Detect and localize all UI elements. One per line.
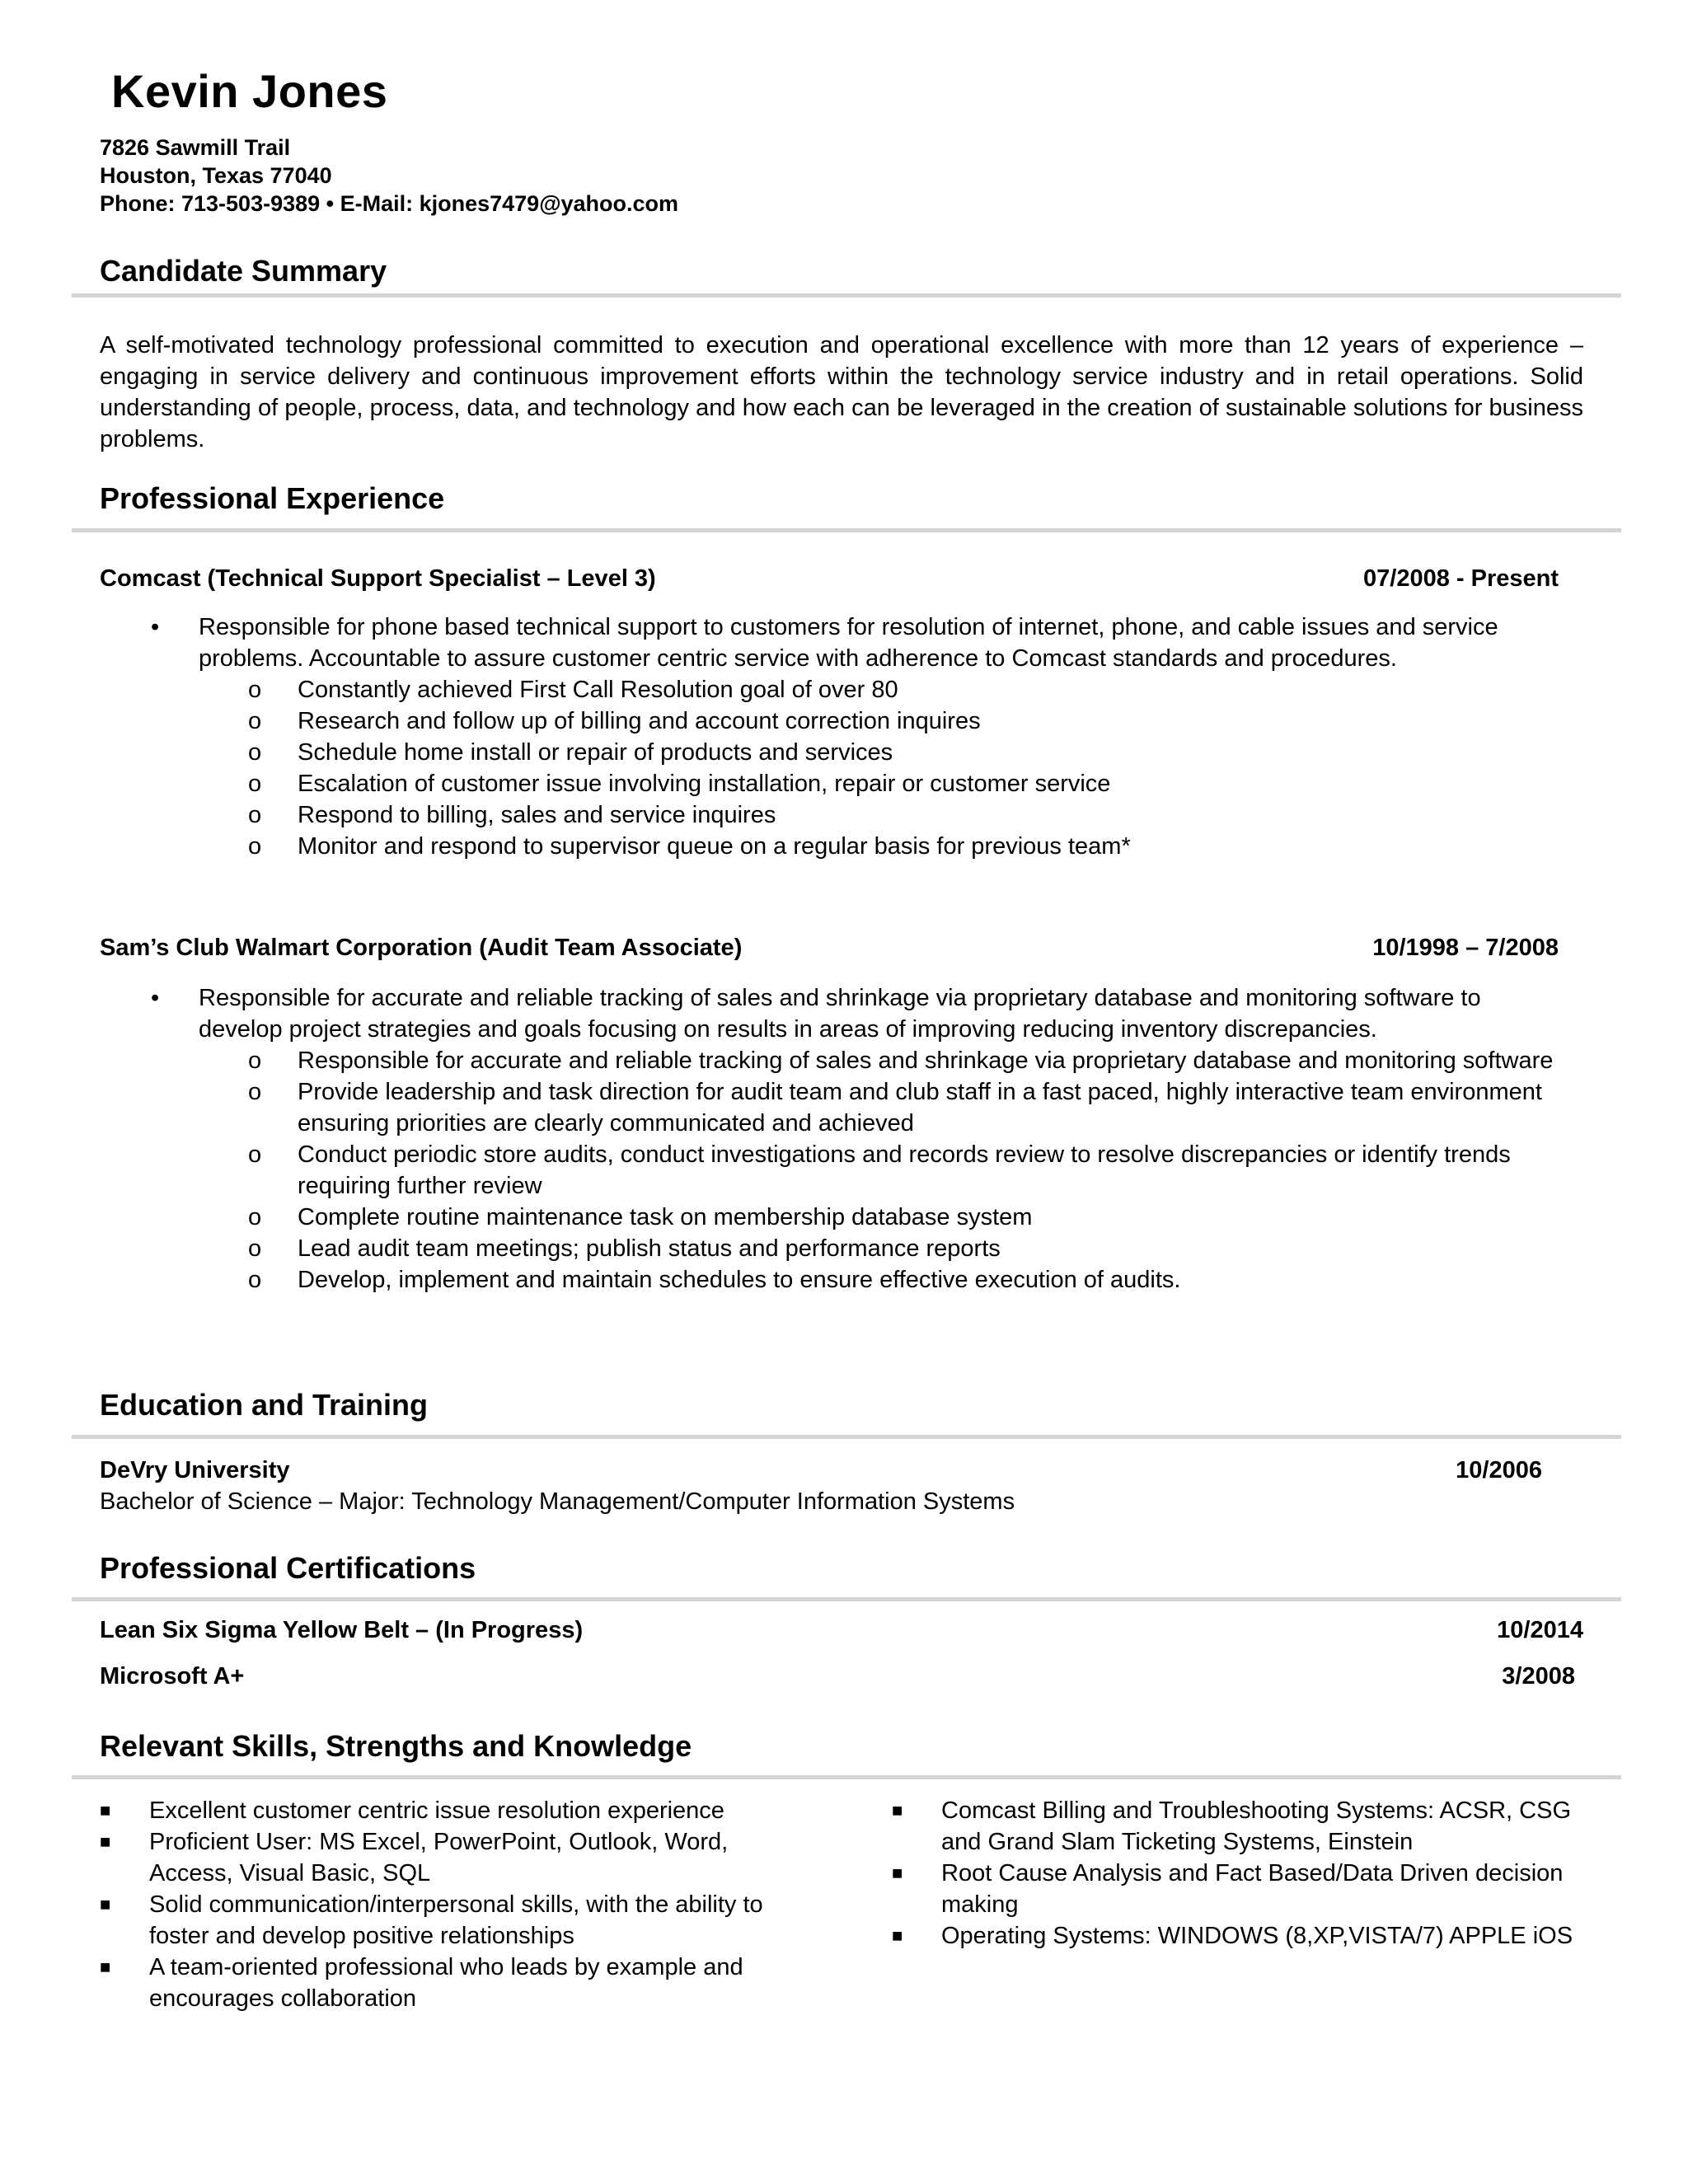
list-item: o Constantly achieved First Call Resolution goal of over 80 — [100, 674, 1567, 705]
education-date: 10/2006 — [1456, 1457, 1542, 1483]
bullet-dot-icon: • — [151, 985, 160, 1011]
square-bullet-icon: ■ — [100, 1957, 111, 1977]
list-item: ■ Excellent customer centric issue resolution experience — [100, 1795, 800, 1826]
summary-text: A self-motivated technology professional committed to execution and operational excellence with more than 12 years of experience – engaging in service delivery and continuous improvement efforts within the technology service industry and in retail operations. Solid understanding of people, process, data, and technology and how each can be leveraged in the creation of sustainable solutions for business problems. — [100, 332, 1583, 452]
list-item: o Conduct periodic store audits, conduct investigations and records review to resolve discrepancies or identify trends requiring further review — [100, 1139, 1567, 1202]
job-bullet-list — [100, 612, 1567, 862]
section-divider — [72, 1775, 1621, 1779]
job-bullet-list — [100, 982, 1567, 1296]
circle-bullet-icon: o — [248, 1204, 262, 1230]
circle-bullet-icon: o — [248, 1047, 262, 1074]
list-item: o Responsible for accurate and reliable tracking of sales and shrinkage via proprietary database and monitoring software — [100, 1045, 1567, 1076]
list-item: ■ Solid communication/interpersonal skills, with the ability to foster and develop positive relationships — [100, 1889, 800, 1952]
circle-bullet-icon: o — [248, 802, 262, 828]
list-item: o Research and follow up of billing and account correction inquires — [100, 705, 1567, 737]
section-divider — [72, 528, 1621, 532]
list-item: • Responsible for accurate and reliable tracking of sales and shrinkage via proprietary database and monitoring software to develop project strategies and goals focusing on results in areas of improving reducing inventory discrepancies. o Responsible for accurate and reliable tracking of sales and shrinkage via proprietary database and monitoring software o Provide leadership and task direction for audit team and club staff in a fast paced, highly interactive team environment ensuring priorities are clearly communicated and achieved o Conduct periodic store audits, conduct investigations and records review to resolve discrepancies or identify trends requiring further review o Complete routine maintenance task on membership database system o Lead audit team meetings; publish status and performance reports o Develop, implement and maintain schedules to ensure effective execution of audits. — [100, 982, 1567, 1296]
job-title: Comcast (Technical Support Specialist – Level 3) — [100, 565, 656, 592]
section-divider — [72, 1597, 1621, 1601]
list-item: ■ Root Cause Analysis and Fact Based/Data Driven decision making — [892, 1858, 1576, 1920]
candidate-name: Kevin Jones — [111, 65, 388, 117]
square-bullet-icon: ■ — [892, 1925, 903, 1946]
list-item: o Monitor and respond to supervisor queue on a regular basis for previous team* — [100, 831, 1567, 862]
circle-bullet-icon: o — [248, 1141, 262, 1168]
summary-heading: Candidate Summary — [100, 254, 387, 288]
certification-name: Lean Six Sigma Yellow Belt – (In Progress) — [100, 1617, 584, 1643]
list-item: ■ Proficient User: MS Excel, PowerPoint, Outlook, Word, Access, Visual Basic, SQL — [100, 1826, 800, 1889]
square-bullet-icon: ■ — [892, 1863, 903, 1883]
circle-bullet-icon: o — [248, 739, 262, 766]
sub-list — [100, 1045, 1567, 1296]
skills-list-right — [892, 1795, 1576, 1952]
list-item: ■ Operating Systems: WINDOWS (8,XP,VISTA/7) APPLE iOS — [892, 1920, 1576, 1952]
square-bullet-icon: ■ — [100, 1831, 111, 1852]
certification-date: 3/2008 — [1502, 1663, 1575, 1690]
list-item: o Complete routine maintenance task on membership database system — [100, 1202, 1567, 1233]
circle-bullet-icon: o — [248, 1267, 262, 1293]
phone-email-line: Phone: 713-503-9389 • E-Mail: kjones7479@yahoo.com — [100, 191, 679, 216]
list-item: • Responsible for phone based technical support to customers for resolution of internet, phone, and cable issues and service problems. Accountable to assure customer centric service with adherence to Comcast standards and procedures. o Constantly achieved First Call Resolution goal of over 80 o Research and follow up of billing and account correction inquires o Schedule home install or repair of products and services o Escalation of customer issue involving installation, repair or customer service o Respond to billing, sales and service inquires o Monitor and respond to supervisor queue on a regular basis for previous team* — [100, 612, 1567, 862]
list-item: o Lead audit team meetings; publish status and performance reports — [100, 1233, 1567, 1264]
job-date: 10/1998 – 7/2008 — [1372, 935, 1559, 961]
list-item: o Provide leadership and task direction for audit team and club staff in a fast paced, highly interactive team environment ensuring priorities are clearly communicated and achieved — [100, 1076, 1567, 1139]
address-line-2: Houston, Texas 77040 — [100, 163, 332, 188]
contact-block — [100, 134, 678, 218]
certification-row — [100, 1663, 1583, 1690]
experience-heading: Professional Experience — [100, 481, 445, 515]
sub-list — [100, 674, 1567, 862]
job-heading-row — [100, 935, 1559, 962]
list-item: o Schedule home install or repair of products and services — [100, 737, 1567, 768]
education-heading: Education and Training — [100, 1388, 429, 1422]
section-divider — [72, 1435, 1621, 1439]
circle-bullet-icon: o — [248, 1079, 262, 1105]
section-divider — [72, 293, 1621, 298]
certification-date: 10/2014 — [1497, 1617, 1583, 1643]
job-heading-row — [100, 565, 1559, 593]
bullet-dot-icon: • — [151, 614, 160, 640]
list-item: o Develop, implement and maintain schedules to ensure effective execution of audits. — [100, 1264, 1567, 1296]
job-date: 07/2008 - Present — [1363, 565, 1559, 592]
address-line-1: 7826 Sawmill Trail — [100, 135, 291, 160]
circle-bullet-icon: o — [248, 1235, 262, 1262]
circle-bullet-icon: o — [248, 677, 262, 703]
circle-bullet-icon: o — [248, 771, 262, 797]
certification-row — [100, 1617, 1583, 1644]
skills-list-left — [100, 1795, 800, 2014]
school-name: DeVry University — [100, 1457, 290, 1483]
skills-heading: Relevant Skills, Strengths and Knowledge — [100, 1729, 692, 1763]
certifications-heading: Professional Certifications — [100, 1551, 476, 1585]
square-bullet-icon: ■ — [100, 1800, 111, 1821]
education-entry — [100, 1455, 1542, 1517]
certification-name: Microsoft A+ — [100, 1663, 245, 1690]
job-title: Sam’s Club Walmart Corporation (Audit Team Associate) — [100, 935, 743, 961]
degree-text: Bachelor of Science – Major: Technology Management/Computer Information Systems — [100, 1488, 1015, 1515]
list-item: ■ Comcast Billing and Troubleshooting Systems: ACSR, CSG and Grand Slam Ticketing Systems, Einstein — [892, 1795, 1576, 1858]
square-bullet-icon: ■ — [100, 1894, 111, 1915]
list-item: o Respond to billing, sales and service inquires — [100, 799, 1567, 831]
circle-bullet-icon: o — [248, 833, 262, 860]
list-item: ■ A team-oriented professional who leads by example and encourages collaboration — [100, 1952, 800, 2014]
circle-bullet-icon: o — [248, 708, 262, 734]
square-bullet-icon: ■ — [892, 1800, 903, 1821]
list-item: o Escalation of customer issue involving installation, repair or customer service — [100, 768, 1567, 799]
